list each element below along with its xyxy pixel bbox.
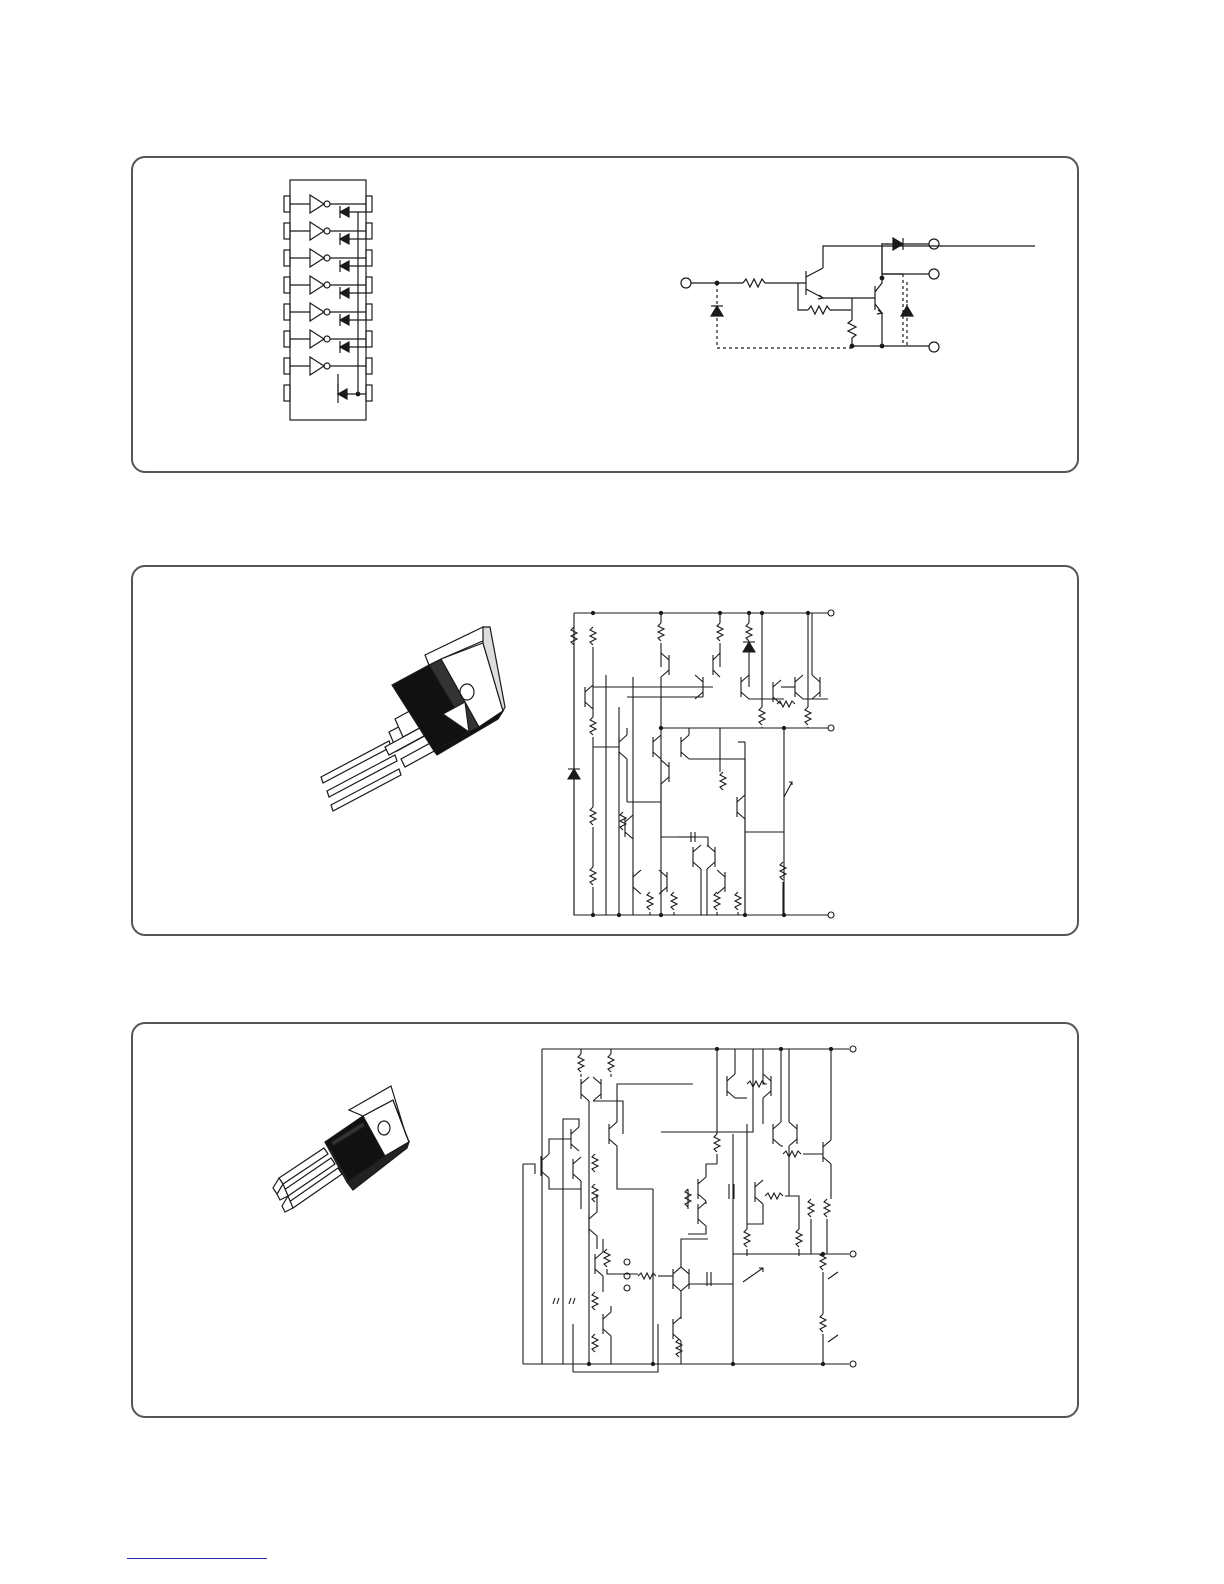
panel-regulator-a — [131, 565, 1079, 936]
footer-rule — [127, 1558, 267, 1559]
panel-2-drawings — [133, 567, 1081, 938]
regulator-internal-schematic — [568, 610, 834, 918]
to220-package-illustration — [273, 1086, 409, 1420]
inverter-channels — [290, 195, 366, 403]
to220-package-illustration — [321, 627, 505, 811]
panel-darlington-array — [131, 156, 1079, 473]
ic-pinout-diagram — [284, 180, 372, 420]
regulator-internal-schematic — [523, 1046, 856, 1372]
panel-3-drawings — [133, 1024, 1081, 1420]
panel-1-drawings — [133, 158, 1081, 475]
panel-regulator-b — [131, 1022, 1079, 1418]
darlington-equivalent-circuit — [681, 238, 1035, 352]
